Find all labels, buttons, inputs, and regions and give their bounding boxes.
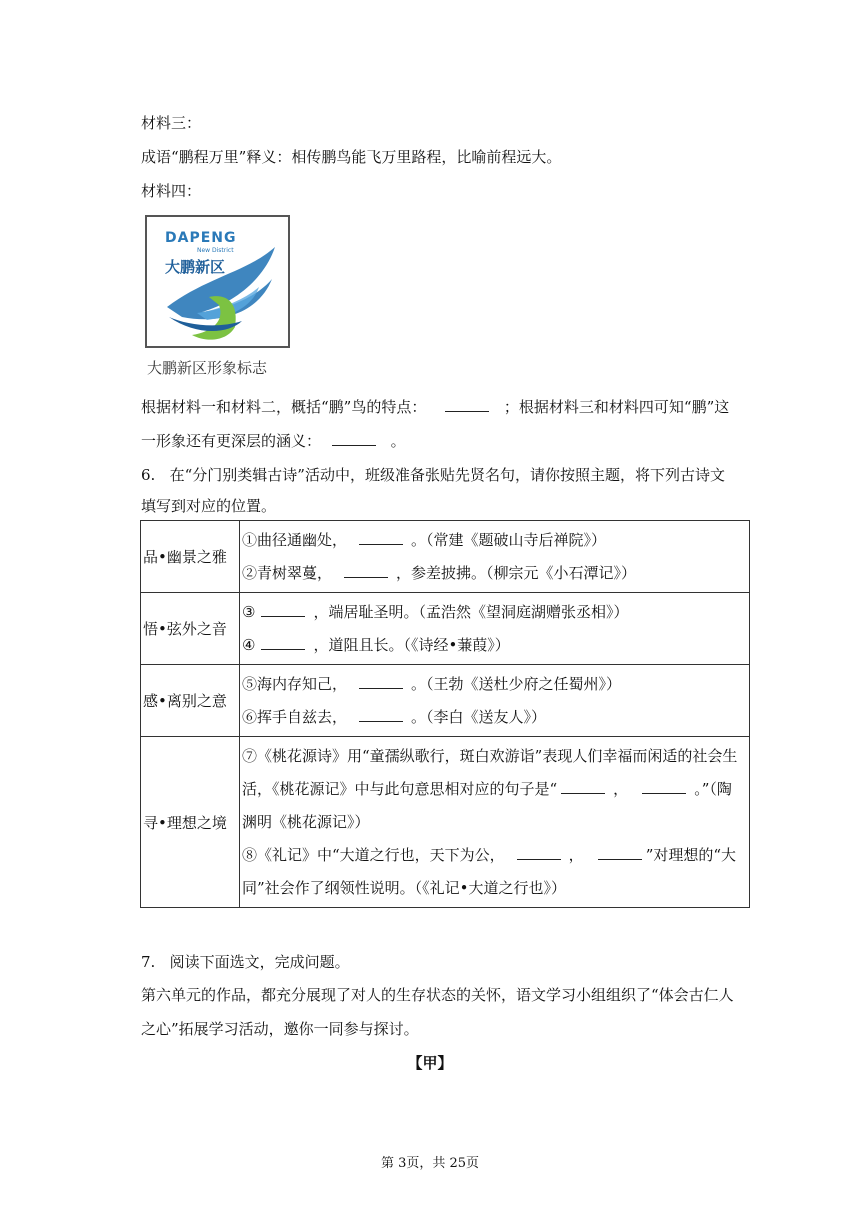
q5-line2 (141, 430, 406, 451)
row-text: ， (568, 845, 584, 864)
q7-number: 7. (141, 953, 156, 971)
row-text: ①曲径通幽处， (242, 530, 348, 549)
answer-blank[interactable] (261, 635, 305, 650)
q5-text-c: 一形象还有更深层的涵义： (141, 432, 322, 450)
dapeng-logo (145, 215, 290, 348)
row-text: ，参差披拂。（柳宗元《小石潭记》） (396, 563, 637, 582)
q7-intro-line2: 第六单元的作品，都充分展现了对人的生存状态的关怀，语文学习小组组织了“体会古仁人 (141, 986, 734, 1004)
answer-blank[interactable] (359, 707, 403, 722)
content-cell (240, 737, 750, 908)
bird-wing-icon (147, 217, 288, 346)
table-row (141, 665, 750, 737)
section-heading: 【甲】 (407, 1054, 453, 1072)
answer-blank[interactable] (261, 602, 305, 617)
row-text: ，端居耻圣明。（孟浩然《望洞庭湖赠张丞相》） (313, 602, 629, 621)
row-text: ， (613, 779, 629, 798)
answer-blank[interactable] (359, 530, 403, 545)
table-row (141, 593, 750, 665)
row-text: 。（常建《题破山寺后禅院》） (411, 530, 607, 549)
answer-blank[interactable] (561, 779, 605, 794)
logo-caption: 大鹏新区形象标志 (147, 359, 268, 377)
content-cell (240, 665, 750, 737)
row-text: ⑧《礼记》中“大道之行也，天下为公， (242, 845, 505, 864)
q6-prompt-line1 (141, 464, 725, 485)
q5-text-b: ；根据材料三和材料四可知“鹏”这 (503, 398, 730, 416)
content-cell (240, 593, 750, 665)
row-text: 。（李白《送友人》） (411, 707, 547, 726)
material3-text: 成语“鹏程万里”释义：相传鹏鸟能飞万里路程，比喻前程远大。 (141, 148, 562, 166)
table-row (141, 521, 750, 593)
row-text: ④ (242, 635, 256, 654)
material4-heading: 材料四： (141, 182, 202, 200)
row-text: ③ (242, 602, 256, 621)
row-text: 渊明《桃花源记》） (242, 812, 370, 831)
q6-number: 6. (141, 466, 156, 484)
poem-table (140, 520, 750, 908)
row-text: ⑦《桃花源诗》用“童孺纵歌行，斑白欢游诣”表现人们幸福而闲适的社会生 (242, 746, 738, 765)
material3-heading: 材料三： (141, 114, 202, 132)
row-text: ”对理想的“大 (645, 845, 737, 864)
theme-cell: 品•幽景之雅 (141, 521, 240, 593)
theme-cell: 感•离别之意 (141, 665, 240, 737)
row-text: 活，《桃花源记》中与此句意思相对应的句子是“ (242, 779, 558, 798)
q5-line1 (141, 396, 729, 417)
row-text: ⑤海内存知己， (242, 674, 348, 693)
row-text: 同”社会作了纲领性说明。（《礼记•大道之行也》） (242, 878, 567, 897)
answer-blank[interactable] (445, 397, 489, 412)
q6-prompt-line2: 填写到对应的位置。 (141, 497, 277, 515)
logo-english-text: DAPENG (165, 230, 237, 246)
row-text: 。（王勃《送杜少府之任蜀州》） (411, 674, 622, 693)
logo-chinese-text: 大鹏新区 (165, 258, 226, 276)
answer-blank[interactable] (359, 674, 403, 689)
q5-text-d: 。 (390, 432, 406, 450)
content-cell (240, 521, 750, 593)
q7-intro-line3: 之心”拓展学习活动，邀你一同参与探讨。 (141, 1020, 419, 1038)
q6-prompt-text: 在“分门别类辑古诗”活动中，班级准备张贴先贤名句，请你按照主题，将下列古诗文 (169, 466, 725, 484)
answer-blank[interactable] (598, 845, 642, 860)
row-text: ⑥挥手自兹去， (242, 707, 348, 726)
theme-cell: 寻•理想之境 (141, 737, 240, 908)
row-text: ，道阻且长。（《诗经•蒹葭》） (313, 635, 510, 654)
answer-blank[interactable] (344, 563, 388, 578)
theme-cell: 悟•弦外之音 (141, 593, 240, 665)
page-number: 第 3页，共 25页 (380, 1156, 480, 1171)
table-row (141, 737, 750, 908)
answer-blank[interactable] (332, 431, 376, 446)
q7-prompt-line1 (141, 951, 350, 972)
row-text: 。”（陶 (694, 779, 732, 798)
q5-text-a: 根据材料一和材料二，概括“鹏”鸟的特点： (141, 398, 427, 416)
answer-blank[interactable] (642, 779, 686, 794)
row-text: ②青树翠蔓， (242, 563, 333, 582)
logo-subtitle-text: New District (197, 247, 234, 254)
answer-blank[interactable] (517, 845, 561, 860)
q7-prompt-text: 阅读下面选文，完成问题。 (169, 953, 350, 971)
